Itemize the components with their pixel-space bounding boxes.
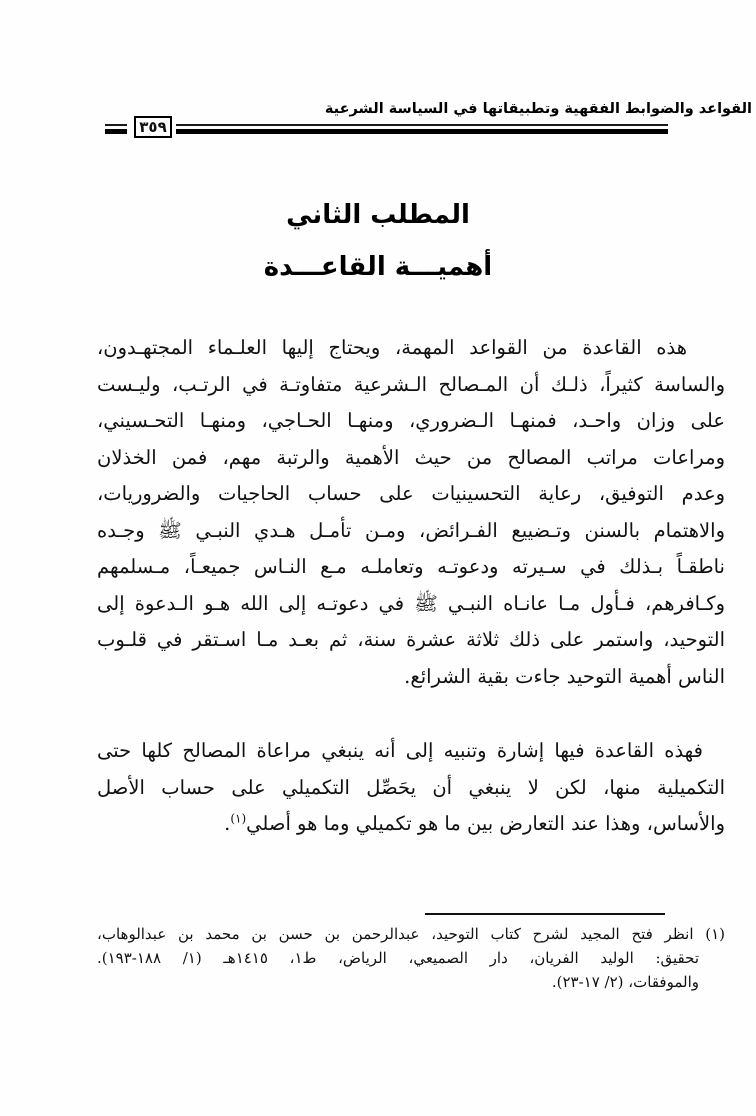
section-subtitle: أهميـــة القاعـــدة xyxy=(263,252,493,282)
text-line: الناس أهمية التوحيد جاءت بقية الشرائع. xyxy=(404,664,725,688)
header-rule-thin xyxy=(176,124,668,126)
text-line: وكـافرهم، فـأول مـا عانـاه النبـي ﷺ في دعوتـه إلى الله هـو الـدعوة إلى xyxy=(97,591,725,615)
text-fragment: والأساس، وهذا عند التعارض بين ما هو تكميلي وما هو أصلي xyxy=(246,812,725,835)
footnote-separator xyxy=(425,913,665,915)
footnotes xyxy=(97,922,725,994)
running-header-title: القواعد والضوابط الفقهية وتطبيقاتها في السياسة الشرعية xyxy=(324,101,752,117)
text-line: والاهتمام بالسنن وتـضييع الفـرائض، ومـن تأمـل هـدي النبـي ﷺ وجـده xyxy=(97,518,725,542)
footnote-line: والموفقات، (٢/ ١٧-٢٣). xyxy=(551,973,699,991)
paragraph-1 xyxy=(97,330,725,695)
text-line: على وزان واحـد، فمنهـا الـضروري، ومنهـا الحـاجي، ومنهـا التحـسيني، xyxy=(97,409,725,432)
text-line: التوحيد، واستمر على ذلك ثلاثة عشرة سنة، ثم بعـد مـا اسـتقر في قلـوب xyxy=(97,628,725,651)
text-line: ومراعات مراتب المصالح من حيث الأهمية والرتبة مهم، فمن الخذلان xyxy=(97,445,725,469)
footnote-line: تحقيق: الوليد الفريان، دار الصميعي، الرياض، ط١، ١٤١٥هـ (١/ ١٨٨-١٩٣). xyxy=(97,949,700,967)
footnote-reference[interactable]: (١) xyxy=(230,811,247,826)
text-line: التكميلية منها، لكن لا ينبغي أن يحَصِّل التكميلي على حساب الأصل xyxy=(97,775,725,799)
footnote-line: (١) انظر فتح المجيد لشرح كتاب التوحيد، عبدالرحمن بن حسن بن محمد بن عبدالوهاب، xyxy=(97,925,725,943)
text-line-last xyxy=(97,806,725,843)
text-line: هذه القاعدة من القواعد المهمة، ويحتاج إليها العلـماء المجتهـدون، xyxy=(97,336,687,359)
text-line: والساسة كثيراً، ذلـك أن المـصالح الـشرعية متفاوتـة في الرتـب، وليـست xyxy=(97,372,725,396)
page-number-ornament-thin xyxy=(105,124,127,126)
page-number-ornament-thick xyxy=(105,129,127,134)
period: . xyxy=(224,812,231,835)
text-line: ناطقـاً بـذلك في سـيرته ودعوتـه وتعاملـه مـع النـاس جميعـاً، مـسلمهم xyxy=(97,555,725,578)
section-title: المطلب الثاني xyxy=(286,200,470,230)
paragraph-2 xyxy=(97,733,725,843)
text-line: وعدم التوفيق، رعاية التحسينيات على حساب الحاجيات والضروريات، xyxy=(97,482,725,505)
page-number: ٣٥٩ xyxy=(134,116,172,138)
header-rule-thick xyxy=(176,129,668,134)
text-line: فهذه القاعدة فيها إشارة وتنبيه إلى أنه ينبغي مراعاة المصالح كلها حتى xyxy=(97,739,703,762)
